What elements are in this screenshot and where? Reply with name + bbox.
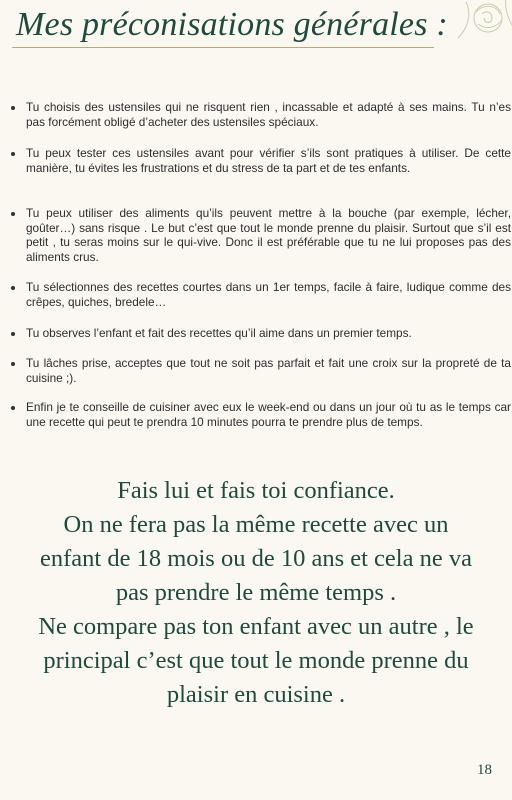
list-item: Tu lâches prise, acceptes que tout ne soit pas parfait et fait une croix sur la propreté de ta cuisine ;). [8, 356, 511, 385]
bullet-icon [11, 106, 15, 110]
bullet-icon [11, 332, 15, 336]
page-number: 18 [477, 762, 492, 778]
quote-line: Ne compare pas ton enfant avec un autre , le [38, 613, 474, 640]
list-item: Tu peux utiliser des aliments qu’ils peuvent mettre à la bouche (par exemple, lécher, goûter…) sans risque . Le but c’est que tout le monde prenne du plaisir. Surtout que s’il est petit , tu seras moins sur le qui-vive. Donc il est préférable que tu ne lui proposes pas des aliments crus. [8, 206, 511, 264]
quote-line: enfant de 18 mois ou de 10 ans et cela ne va [39, 545, 472, 572]
quote-line: pas prendre le même temps . [115, 579, 397, 606]
bullet-icon [11, 406, 15, 410]
quote-line: plaisir en cuisine . [166, 681, 346, 708]
quote-line: Fais lui et fais toi confiance. [117, 477, 395, 504]
list-item: Tu observes l’enfant et fait des recettes qu’il aime dans un premier temps. [8, 326, 511, 341]
list-item: Enfin je te conseille de cuisiner avec eux le week-end ou dans un jour où tu as le temps car une recette qui peut te prendra 10 minutes pourra te prendre plus de temps. [8, 400, 511, 429]
list-item: Tu choisis des ustensiles qui ne risquent rien , incassable et adapté à ses mains. Tu n’es pas forcément obligé d’acheter des ustensiles spéciaux. [8, 100, 511, 129]
bullet-icon [11, 212, 15, 216]
bullet-icon [11, 362, 15, 366]
list-item: Tu peux tester ces ustensiles avant pour vérifier s’ils sont pratiques à utiliser. De cette manière, tu évites les frustrations et du stress de ta part et de tes enfants. [8, 146, 511, 175]
title-underline [12, 47, 434, 48]
page-title: Mes préconisations générales : [16, 6, 448, 43]
list-item: Tu sélectionnes des recettes courtes dans un 1er temps, facile à faire, ludique comme des crêpes, quiches, bredele… [8, 280, 511, 309]
quote-line: On ne fera pas la même recette avec un [63, 511, 449, 538]
bullet-icon [11, 152, 15, 156]
encouragement-quote [0, 474, 512, 712]
quote-line: principal c’est que tout le monde prenne du [43, 647, 469, 674]
bullet-icon [11, 286, 15, 290]
floral-decoration-icon [446, 0, 512, 54]
